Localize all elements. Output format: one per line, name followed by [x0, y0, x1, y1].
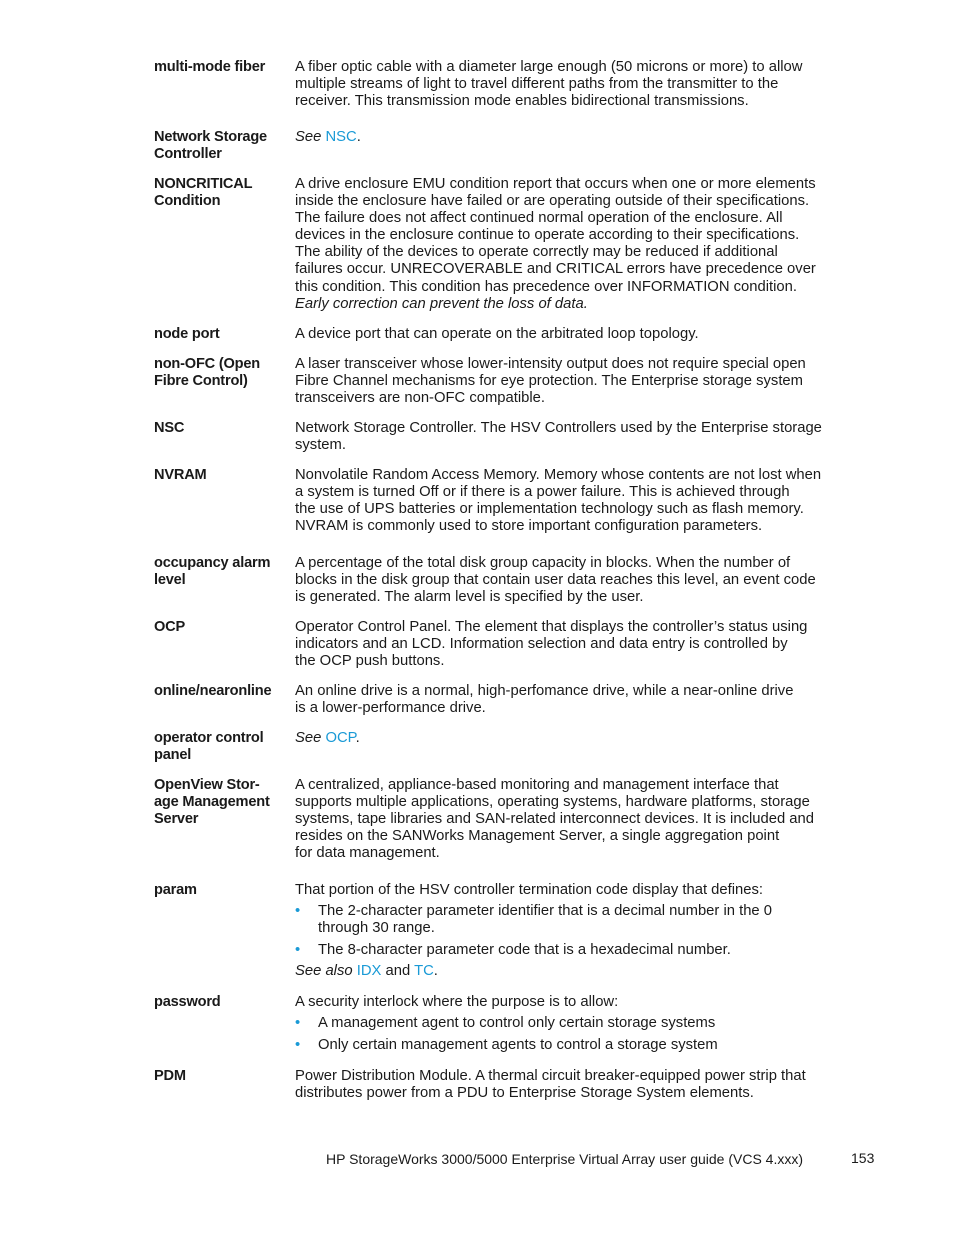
- list-item: • A management agent to control only certain storage systems: [295, 1015, 716, 1032]
- glossary-definition: A centralized, appliance-based monitoring and management interface that supports multiple applications, operating systems, hardware platforms, storage systems, tape libraries and SAN-related interconnect devices. It is included and resides on the SANWorks Management Server, a single aggregation point for data management.: [295, 777, 814, 862]
- glossary-term: occupancy alarm level: [154, 555, 271, 588]
- glossary-term: node port: [154, 326, 220, 342]
- glossary-term: Network Storage Controller: [154, 129, 267, 162]
- glossary-definition: Network Storage Controller. The HSV Controllers used by the Enterprise storage system.: [295, 420, 822, 454]
- glossary-definition: Power Distribution Module. A thermal circuit breaker-equipped power strip that distributes power from a PDU to Enterprise Storage System elements.: [295, 1068, 806, 1102]
- glossary-definition: A fiber optic cable with a diameter large enough (50 microns or more) to allow multiple streams of light to travel different paths from the transmitter to the receiver. This transmission mode enables bidirectional transmissions.: [295, 59, 803, 110]
- see-prefix: See: [295, 129, 322, 145]
- bullet-list: [295, 903, 835, 959]
- list-item: • Only certain management agents to control a storage system: [295, 1037, 718, 1054]
- glossary-term: password: [154, 994, 221, 1010]
- glossary-definition: Operator Control Panel. The element that displays the controller’s status using indicators and an LCD. Information selection and data entry is controlled by the OCP push buttons.: [295, 619, 808, 670]
- bullet-icon: •: [295, 1015, 301, 1032]
- glossary-definition: A security interlock where the purpose is to allow: • A management agent to control only certain storage systems • Only certain management agents to control a storage system: [295, 994, 835, 1059]
- glossary-term: param: [154, 882, 197, 898]
- link-idx[interactable]: IDX: [356, 963, 382, 980]
- list-item: • The 2-character parameter identifier that is a decimal number in the 0 through 30 range.: [295, 903, 772, 937]
- glossary-term: NONCRITICAL Condition: [154, 176, 253, 209]
- list-item: • The 8-character parameter code that is a hexadecimal number.: [295, 942, 731, 959]
- glossary-definition: Nonvolatile Random Access Memory. Memory whose contents are not lost when a system is turned Off or if there is a power failure. This is achieved through the use of UPS batteries or implementation technology such as flash memory. NVRAM is commonly used to store important configuration parameters.: [295, 467, 822, 535]
- bullet-icon: •: [295, 942, 301, 959]
- link-tc[interactable]: TC: [414, 963, 434, 980]
- definition-note: Early correction can prevent the loss of data.: [295, 295, 588, 312]
- glossary-term: multi-mode fiber: [154, 59, 266, 75]
- glossary-term: OCP: [154, 619, 186, 635]
- glossary-term: NSC: [154, 420, 185, 436]
- link-nsc[interactable]: NSC: [325, 129, 357, 145]
- glossary-definition: See NSC.: [295, 129, 361, 145]
- glossary-definition: See OCP.: [295, 730, 360, 746]
- glossary-definition: A drive enclosure EMU condition report that occurs when one or more elements inside the enclosure have failed or are operating outside of their specifications. The failure does not affect continued normal operation of the enclosure. All devices in the enclosure continue to operate according to their specifications. The ability of the devices to operate correctly may be reduced if additional failures occur. UNRECOVERABLE and CRITICAL errors have precedence over this condition. This condition has precedence over INFORMATION condition. Early correction can prevent the loss of data.: [295, 176, 835, 313]
- page-number: 153: [851, 1150, 875, 1166]
- glossary-term: PDM: [154, 1068, 186, 1084]
- see-also-prefix: See also: [295, 963, 353, 980]
- bullet-list: [295, 1015, 835, 1054]
- glossary-definition: An online drive is a normal, high-perfomance drive, while a near-online drive is a lower-performance drive.: [295, 683, 794, 717]
- glossary-term: online/nearonline: [154, 683, 272, 699]
- link-ocp[interactable]: OCP: [325, 730, 356, 746]
- bullet-icon: •: [295, 1037, 301, 1054]
- bullet-icon: •: [295, 903, 301, 920]
- footer-title: HP StorageWorks 3000/5000 Enterprise Virtual Array user guide (VCS 4.xxx): [326, 1151, 804, 1167]
- glossary-term: operator control panel: [154, 730, 264, 763]
- glossary-definition: A percentage of the total disk group capacity in blocks. When the number of blocks in the disk group that contain user data reaches this level, an event code is generated. The alarm level is specified by the user.: [295, 555, 816, 606]
- glossary-term: NVRAM: [154, 467, 207, 483]
- see-prefix: See: [295, 730, 322, 746]
- glossary-definition: That portion of the HSV controller termination code display that defines: • The 2-character parameter identifier that is a decimal number in the 0 through 30 range. • The 8-character parameter code that is a hexadecimal number. See also IDX and TC.: [295, 882, 835, 980]
- glossary-term: OpenView Stor- age Management Server: [154, 777, 270, 827]
- glossary-definition: A device port that can operate on the arbitrated loop topology.: [295, 326, 699, 342]
- glossary-term: non-OFC (Open Fibre Control): [154, 356, 261, 389]
- glossary-definition: A laser transceiver whose lower-intensity output does not require special open Fibre Channel mechanisms for eye protection. The Enterprise storage system transceivers are non-OFC compatible.: [295, 356, 806, 407]
